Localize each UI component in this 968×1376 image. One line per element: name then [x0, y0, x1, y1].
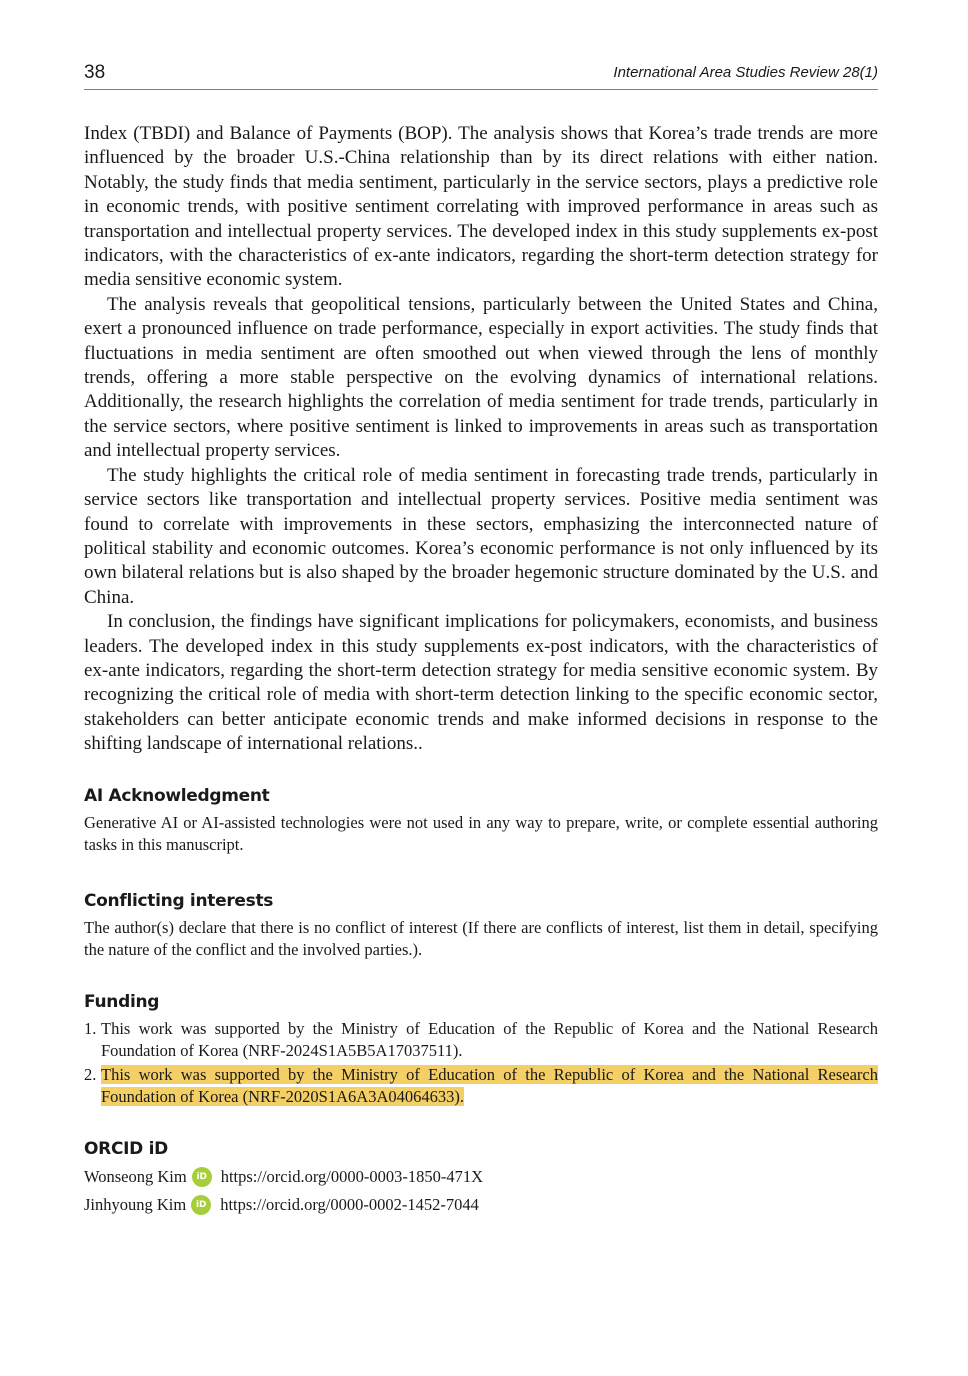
funding-item-number: 2.	[84, 1065, 97, 1084]
page-number: 38	[84, 62, 106, 83]
ai-acknowledgment-heading: AI Acknowledgment	[84, 786, 270, 806]
funding-item	[84, 1018, 878, 1062]
author-name: Jinhyoung Kim	[84, 1195, 187, 1214]
paragraph: In conclusion, the findings have significant implications for policymakers, economists, and business leaders. The developed index in this study supplements ex-post indicators, with the characteristics of ex-ante indicators, regarding the short-term detection strategy for media sensitive economic system. By recognizing the critical role of media with short-term detection linking to the specific economic sector, stakeholders can better anticipate economic trends and make informed decisions in response to the shifting landscape of international relations..	[84, 611, 878, 755]
conflicting-interests-section	[84, 891, 878, 961]
ai-acknowledgment-text: Generative AI or AI-assisted technologies were not used in any way to prepare, write, or complete essential authoring tasks in this manuscript.	[84, 813, 878, 854]
author-name: Wonseong Kim	[84, 1167, 187, 1186]
orcid-link[interactable]: https://orcid.org/0000-0003-1850-471X	[220, 1167, 484, 1186]
funding-item-text: This work was supported by the Ministry of Education of the Republic of Korea and the National Research Foundation of Korea (NRF-2020S1A6A3A04064633).	[101, 1065, 878, 1106]
conflicting-interests-text: The author(s) declare that there is no conflict of interest (If there are conflicts of interest, list them in detail, specifying the nature of the conflict and the involved parties.).	[84, 918, 878, 959]
journal-running-head: International Area Studies Review 28(1)	[613, 64, 878, 81]
paragraph: The study highlights the critical role of media sentiment in forecasting trade trends, particularly in service sectors like transportation and intellectual property services. Positive media sentiment was found to correlate with improvements in these sectors, emphasizing the interconnected nature of political stability and economic outcomes. Korea’s economic performance is not only influenced by its own bilateral relations but is also shaped by the broader hegemonic structure dominated by the U.S. and China.	[84, 464, 878, 608]
ai-acknowledgment-section	[84, 786, 878, 856]
funding-item-text: This work was supported by the Ministry of Education of the Republic of Korea and the National Research Foundation of Korea (NRF-2024S1A5B5A17037511).	[101, 1019, 878, 1060]
paragraph: The analysis reveals that geopolitical tensions, particularly between the United States and China, exert a pronounced influence on trade performance, especially in export activities. The study finds that fluctuations in media sentiment are often smoothed out when viewed through the lens of monthly trends, offering a more stable perspective on the evolving dynamics of international relations. Additionally, the research highlights the correlation of media sentiment for trade trends, particularly in the service sectors, where positive sentiment is linked to improvements in areas such as transportation and intellectual property services.	[84, 293, 878, 462]
conflicting-interests-heading: Conflicting interests	[84, 891, 274, 911]
funding-list	[84, 1018, 878, 1108]
orcid-icon: iD	[191, 1195, 211, 1215]
funding-item-number: 1.	[84, 1019, 97, 1038]
orcid-entry	[84, 1191, 878, 1219]
orcid-icon: iD	[192, 1167, 212, 1187]
paragraph: Index (TBDI) and Balance of Payments (BOP). The analysis shows that Korea’s trade trends are more influenced by the broader U.S.-China relationship than by its direct relations with either nation. Notably, the study finds that media sentiment, particularly in the service sectors, plays a predictive role in economic trends, with positive sentiment correlating with improved performance in areas such as transportation and intellectual property services. The developed index in this study supplements ex-post indicators, with the characteristics of ex-ante indicators, regarding the short-term detection strategy for media sensitive economic system.	[84, 123, 878, 291]
orcid-link[interactable]: https://orcid.org/0000-0002-1452-7044	[220, 1195, 479, 1214]
body-text	[84, 122, 878, 757]
orcid-entry	[84, 1163, 878, 1191]
funding-heading: Funding	[84, 992, 160, 1012]
orcid-section	[84, 1139, 878, 1219]
funding-item-highlighted	[84, 1064, 878, 1108]
funding-section	[84, 992, 878, 1110]
header-rule	[84, 89, 878, 90]
orcid-heading: ORCID iD	[84, 1139, 168, 1159]
